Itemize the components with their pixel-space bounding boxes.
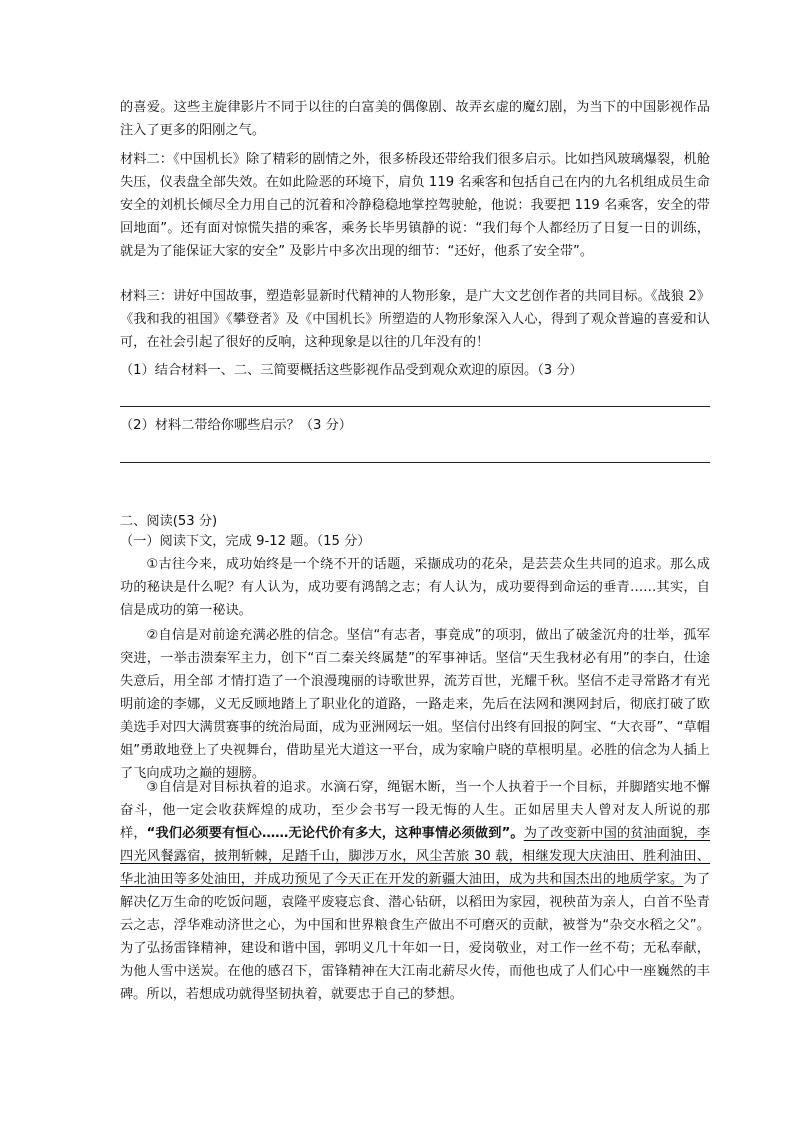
underlined-passage: 为了改变新中国的贫油面貌，李四光风餐露宿，披荆斩棘，足踏千山，脚涉万水，风尘苦旅 30 载，相继发现大庆油田、胜利油田、华北油田等多处油田，并成功预见了今天正在开发的新疆大油田，成为共和国杰出的地质学家。 (120, 826, 711, 887)
material-two-text: 《中国机长》除了精彩的剧情之外，很多桥段还带给我们很多启示。比如挡风玻璃爆裂，机舱失压，仪表盘全部失效。在如此险恶的环境下，肩负 119 名乘客和包括自己在内的九名机组成员生命安全的刘机长倾尽全力用自己的沉着和冷静稳稳地掌控驾驶舱，他说：我要把 119 名乘客，安全的带回地面”。还有面对惊慌失措的乘客，乘务长毕男镇静的说：“我们每个人都经历了日复一日的训练，就是为了能保证大家的安全” 及影片中多次出现的细节：“还好，他系了安全带”。 (120, 152, 710, 259)
paragraph-3-closing: 为了解决亿万生命的吃饭问题，袁隆平废寝忘食、潜心钻研，以稻田为家园，视秧苗为亲人，白首不坠青云之志，浮华难动济世之心，为中国和世界粮食生产做出不可磨灭的贡献，被誉为“杂交水稻之父”。为了弘扬雷锋精神，建设和谐中国，郭明义几十年如一日，爱岗敬业，对工作一丝不苟；无私奉献，为他人雪中送炭。在他的感召下，雷锋精神在大江南北薪尽火传，而他也成了人们心中一座巍然的丰碑。所以，若想成功就得坚韧执着，就要忠于自己的梦想。 (120, 872, 711, 1002)
material-three-paragraph (120, 285, 710, 354)
material-two-label: 材料二： (120, 152, 174, 167)
material-two-paragraph (120, 148, 710, 263)
intro-paragraph: 的喜爱。这些主旋律影片不同于以往的白富美的偶像剧、故弄玄虚的魔幻剧，为当下的中国影视作品注入了更多的阳刚之气。 (120, 100, 710, 138)
answer-line-two[interactable] (120, 462, 710, 463)
article-paragraph-2: ②自信是对前途充满必胜的信念。坚信“有志者，事竟成”的项羽，做出了破釜沉舟的壮举，孤军突进，一举击溃秦军主力，创下“百二秦关终属楚”的军事神话。坚信“天生我材必有用”的李白，仕途失意后，用全部 才情打造了一个浪漫瑰丽的诗歌世界，流芳百世，光耀千秋。坚信不走寻常路才有光明前途的李娜，义无反顾地踏上了职业化的道路，一路走来，先后在法网和澳网封后，彻底打破了欧美选手对四大满贯赛事的统治局面，成为亚洲网坛一姐。坚信付出终有回报的阿宝、“大衣哥”、“草帽姐”勇敢地登上了央视舞台，借助星光大道这一平台，成为家喻户晓的草根明星。必胜的信念为人插上了飞向成功之巅的翅膀。 (120, 628, 710, 781)
subsection-title: （一）阅读下文，完成 9-12 题。（15 分） (120, 534, 371, 549)
material-three-text: 讲好中国故事，塑造彰显新时代精神的人物形象，是广大文艺创作者的共同目标。《战狼 2》《我和我的祖国》《攀登者》及《中国机长》所塑造的人物形象深入人心，得到了观众普遍的喜爱和认可，在社会引起了很好的反响，这种现象是以往的几年没有的！ (120, 289, 711, 350)
question-two: （2）材料二带给你哪些启示？（3 分） (120, 418, 352, 433)
material-three-label: 材料三： (120, 289, 174, 304)
paragraph-3-opening: ③自信是对目标执着的追求。水滴石穿，绳锯木断，当一个人执着于一个目标，并脚踏实地不懈奋斗，他一定会收获辉煌的成功，至少会书写一段无悔的人生。正如居里夫人曾对友人所说的那样， (120, 780, 710, 841)
curie-quote: “我们必须要有恒心……无论代价有多大，这种事情必须做到”。 (146, 826, 524, 841)
article-paragraph-3 (120, 776, 710, 1006)
answer-line-one[interactable] (120, 406, 710, 407)
article-paragraph-1: ①古往今来，成功始终是一个绕不开的话题，采撷成功的花朵，是芸芸众生共同的追求。那么成功的秘诀是什么呢？有人认为，成功要有鸿鹄之志；有人认为，成功要得到命运的垂青……其实，自信是成功的第一秘诀。 (120, 557, 710, 618)
question-one: （1）结合材料一、二、三简要概括这些影视作品受到观众欢迎的原因。（3 分） (120, 363, 583, 378)
section-title: 二、阅读(53 分) (120, 514, 218, 529)
